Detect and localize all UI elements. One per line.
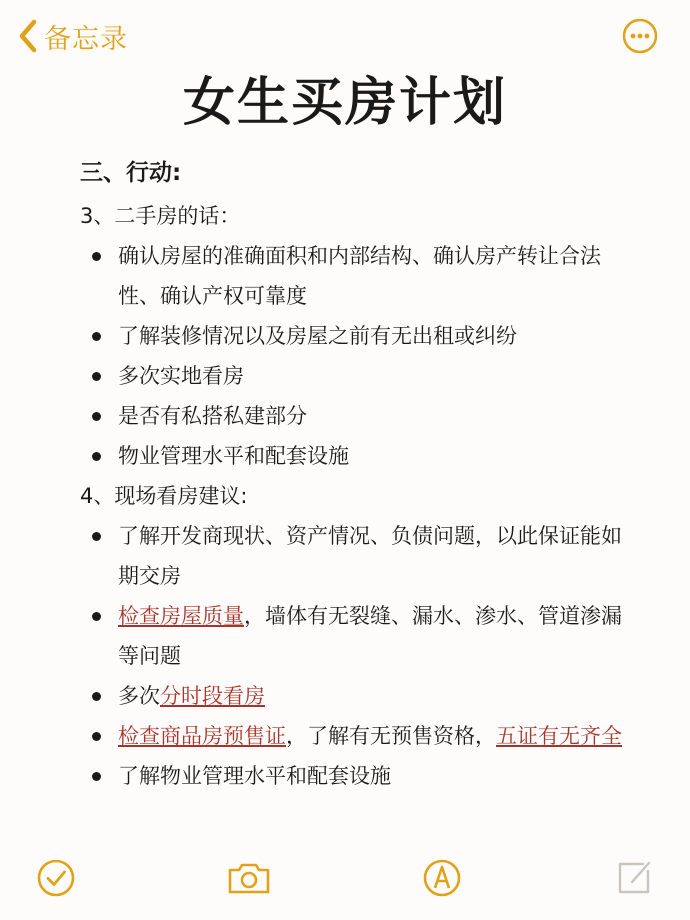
list-item <box>80 676 640 716</box>
link-presale-certificate[interactable]: 检查商品房预售证 <box>118 724 286 748</box>
checkmark-circle-icon <box>36 858 80 898</box>
note-body[interactable] <box>80 152 640 796</box>
section-heading: 三、行动: <box>80 160 182 186</box>
note-title: 女生买房计划 <box>182 73 507 133</box>
subsection-heading-onsite: 4、现场看房建议: <box>80 484 248 508</box>
ellipsis-circle-icon <box>622 39 658 58</box>
list-item: 了解开发商现状、资产情况、负债问题，以此保证能如期交房 <box>80 516 640 596</box>
list-item: 多次实地看房 <box>80 356 640 396</box>
list-item: 了解装修情况以及房屋之前有无出租或纠纷 <box>80 316 640 356</box>
pen-tip-circle-icon <box>422 858 466 898</box>
list-item: 确认房屋的准确面积和内部结构、确认房产转让合法性、确认产权可靠度 <box>80 236 640 316</box>
list-item: 是否有私搭私建部分 <box>80 396 640 436</box>
back-label: 备忘录 <box>44 23 128 55</box>
list-item <box>80 596 640 676</box>
markup-button[interactable] <box>422 858 466 902</box>
list-item: 物业管理水平和配套设施 <box>80 436 640 476</box>
list-item: 了解物业管理水平和配套设施 <box>80 756 640 796</box>
link-viewing-time-slots[interactable]: 分时段看房 <box>160 684 265 708</box>
list-item-text: ，了解有无预售资格， <box>286 724 496 748</box>
list-item <box>80 716 640 756</box>
link-five-certificates[interactable]: 五证有无齐全 <box>496 724 622 748</box>
bottom-toolbar <box>0 840 690 920</box>
list-item-text: 多次 <box>118 684 160 708</box>
more-button[interactable] <box>622 18 658 54</box>
compose-icon <box>614 858 658 898</box>
secondhand-checklist <box>80 236 640 476</box>
link-check-house-quality[interactable]: 检查房屋质量 <box>118 604 244 628</box>
subsection-heading-secondhand: 3、二手房的话： <box>80 204 241 228</box>
list-item-text: ，墙体有无裂缝、漏水、渗水、管道渗漏等问题 <box>118 604 622 668</box>
checklist-button[interactable] <box>36 858 80 902</box>
chevron-left-icon <box>18 19 38 53</box>
back-button[interactable] <box>18 14 128 58</box>
onsite-checklist <box>80 516 640 796</box>
compose-button[interactable] <box>614 858 658 902</box>
camera-icon <box>226 858 274 898</box>
camera-button[interactable] <box>226 858 274 902</box>
